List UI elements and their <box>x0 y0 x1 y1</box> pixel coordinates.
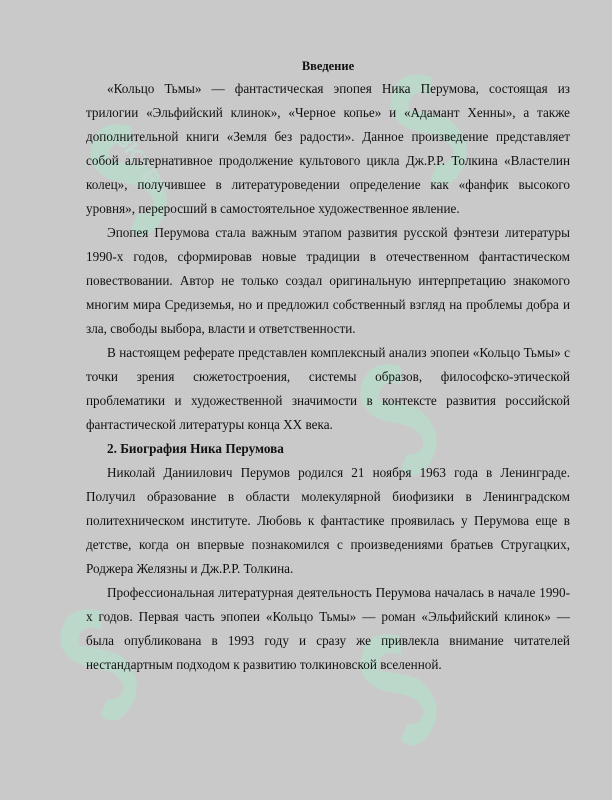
intro-paragraph: Эпопея Перумова стала важным этапом развития русской фэнтези литературы 1990-х годов, сформировав новые традиции в отечественном фантастическом повествовании. Автор не только создал оригинальную интерпретацию знакомого многим мира Средиземья, но и предложил собственный взгляд на проблемы добра и зла, свободы выбора, власти и ответственности. <box>86 225 570 336</box>
section-heading: 2. Биография Ника Перумова <box>107 441 284 456</box>
watermark-text: SKYEF <box>110 126 174 201</box>
intro-paragraph: «Кольцо Тьмы» — фантастическая эпопея Ника Перумова, состоящая из трилогии «Эльфийский клинок», «Черное копье» и «Адамант Хенны», а также дополнительной книги «Земля без радости». Данное произведение представляет собой альтернативное продолжение культового цикла Дж.Р.Р. Толкина «Властелин колец», получившее в литературоведении определение как «фанфик высокого уровня», переросший в самостоятельное художественное явление. <box>86 81 570 216</box>
bio-paragraph: Профессиональная литературная деятельность Перумова началась в начале 1990-х годов. Первая часть эпопеи «Кольцо Тьмы» — роман «Эльфийский клинок» — была опубликована в 1993 году и сразу же привлекла внимание читателей нестандартным подходом к развитию толкиновской вселенной. <box>86 585 570 672</box>
page-title: Введение <box>301 59 355 73</box>
document-body <box>86 57 570 677</box>
intro-paragraph: В настоящем реферате представлен комплексный анализ эпопеи «Кольцо Тьмы» с точки зрения сюжетостроения, системы образов, философско-этической проблематики и художественной значимости в контексте развития российской фантастической литературы конца XX века. <box>86 345 570 432</box>
bio-paragraph: Николай Даниилович Перумов родился 21 ноября 1963 года в Ленинграде. Получил образование в области молекулярной биофизики в Ленинградском политехническом институте. Любовь к фантастике проявилась у Перумова еще в детстве, когда он впервые познакомился с произведениями братьев Стругацких, Роджера Желязны и Дж.Р.Р. Толкина. <box>86 465 570 576</box>
